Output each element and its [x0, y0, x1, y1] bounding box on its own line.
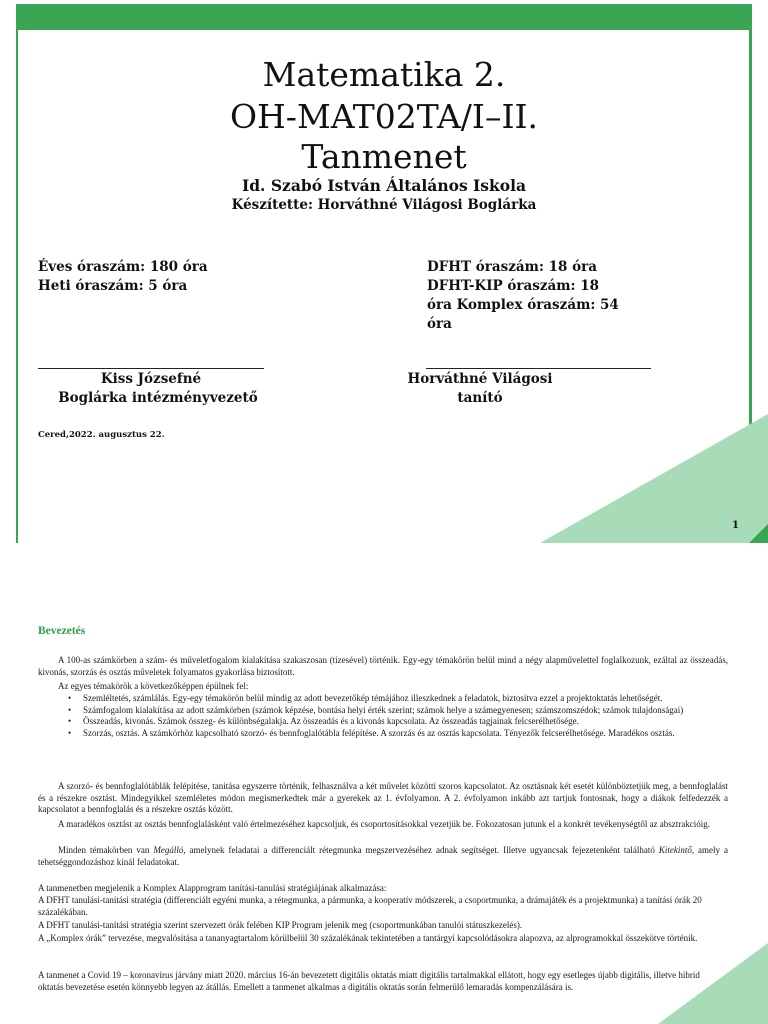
header-bar — [16, 4, 752, 30]
doc-title-type: Tanmenet — [301, 137, 467, 176]
italic-term: Kitekintő — [658, 845, 692, 855]
signature-line-principal — [38, 368, 264, 369]
place-date: Cered,2022. augusztus 22. — [38, 430, 165, 440]
dfht-hours: DFHT óraszám: 18 óra — [427, 259, 597, 275]
page-gap — [0, 543, 768, 563]
author-line: Készítette: Horváthné Világosi Boglárka — [231, 197, 537, 213]
list-item: • Összeadás, kivonás. Számok összeg- és különbségalakja. Az összeadás és a kivonás kapcsolata. Az összeadás tagjainak felcserélhetősége. — [38, 716, 728, 728]
school-name: Id. Szabó István Általános Iskola — [241, 176, 527, 195]
komplex-intro: A tanmenetben megjelenik a Komplex Alapprogram tanítási-tanulási stratégiájának alkalmazása: — [38, 883, 387, 893]
intro-paragraph-4: A maradékos osztást az osztás bennfoglalásként való értelmezéséhez kapcsoljuk, és csoportosításokkal vezetjük be. Fokozatosan jutunk el a konkrét tevékenységtől az absztrakcióig. — [58, 819, 711, 829]
section-heading: Bevezetés — [38, 625, 86, 637]
list-item: • Szorzás, osztás. A számkörhöz kapcsolható szorzó- és bennfoglalótábla felépítése. A szorzás és az osztás kapcsolata. Tényezők felcserélhetősége. Maradékos osztás. — [38, 728, 728, 740]
principal-title: Boglárka intézményvezető — [58, 390, 258, 406]
list-item: • Számfogalom kialakítása az adott számkörben (számok képzése, bontása helyi érték szerint; számok helye a számegyenesen; számszomszédok; számok tulajdonságai) — [38, 705, 728, 717]
doc-title-subject: Matematika 2. — [262, 55, 506, 94]
intro-paragraph-5 — [38, 845, 728, 868]
list-item: • Szemléltetés, számlálás. Egy-egy témakörön belül mindig az adott bevezetőkép témájához illeszkednek a feladatok, biztosítva ezzel a projektoktatás lehetőségét. — [38, 693, 728, 705]
signature-line-teacher — [426, 368, 651, 369]
dfht-kip-hours: DFHT-KIP óraszám: 18 — [427, 278, 599, 294]
intro-paragraph-2: Az egyes témakörök a következőképpen épülnek fel: — [58, 681, 249, 691]
intro-paragraph-1: A 100-as számkörben a szám- és műveletfogalom kialakítása szakaszosan (tízesével) történik. Egy-egy témakörön belül mind a négy alapművelettel foglalkozunk, ezáltal az összeadás, kivonás, szorzás és osztás műveletek folyamatos gyakorlása biztosított. — [38, 655, 728, 677]
teacher-name: Horváthné Világosi — [407, 371, 553, 387]
komplex-hours: óra Komplex óraszám: 54 — [427, 297, 619, 313]
text-span: Minden témakörben van — [58, 845, 154, 855]
intro-page — [0, 563, 768, 1024]
komplex-dfht: A DFHT tanulási-tanítási stratégia (differenciált egyéni munka, a rétegmunka, a pármunka, a kooperatív módszerek, a csoportmunka, a drámajáték és a projektmunka) a tanítási órák 20 százalékában. — [38, 895, 702, 917]
text-span: , amelynek feladatai a differenciált rétegmunka megszervezéséhez adnak segítséget. Illetve ugyancsak fejezetenként található — [183, 845, 659, 855]
doc-title-code: OH-MAT02TA/I–II. — [229, 97, 539, 136]
teacher-title: tanító — [457, 390, 503, 406]
page-number: 1 — [732, 520, 739, 531]
intro-paragraph-3: A szorzó- és bennfoglalótáblák felépítése, tanítása egyszerre történik, felhasználva a két művelet közötti szoros kapcsolatot. Az osztásnak két esetét különböztetjük meg, a bennfoglalást és a részekre osztást. Mindegyikkel szemléletes módon megismerkedtek már a gyerekek az 1. évfolyamon. A 2. évfolyamon inkább azt tartjuk fontosnak, hogy a diákok felfedezzék a kapcsolatot a bennfoglalás és a részekre osztás között. — [38, 781, 728, 815]
komplex-kip: A DFHT tanulási-tanítási stratégia szerint szervezett órák felében KIP Program jelenik meg (csoportmunkában tanulói státuszkezelés). — [38, 920, 523, 930]
italic-term: Megálló — [153, 845, 184, 855]
text-span: , amely a tehetséggondozáshoz kínál feladatokat. — [38, 845, 728, 867]
principal-name: Kiss Józsefné — [100, 371, 202, 387]
weekly-hours: Heti óraszám: 5 óra — [38, 278, 188, 294]
komplex-hours-cont: óra — [427, 316, 452, 332]
structure-list — [38, 693, 728, 739]
covid-paragraph: A tanmenet a Covid 19 – koronavírus járvány miatt 2020. március 16-án bevezetett digitális oktatás miatt digitális tartalmakkal ellátott, hogy egy esetleges újabb digitális, illetve hibrid oktatás bevezetése esetén könnyebb legyen az átállás. Emellett a tanmenet alkalmas a digitális oktatás során felmerülő lemaradás kompenzálására is. — [38, 970, 700, 992]
annual-hours: Éves óraszám: 180 óra — [38, 259, 208, 275]
komplex-orak: A „Komplex órák” tervezése, megvalósítása a tananyagtartalom körülbelül 30 százalékának tekintetében a tantárgyi kapcsolódásokra alapozva, az alprogramokkal összekötve történik. — [38, 933, 698, 943]
